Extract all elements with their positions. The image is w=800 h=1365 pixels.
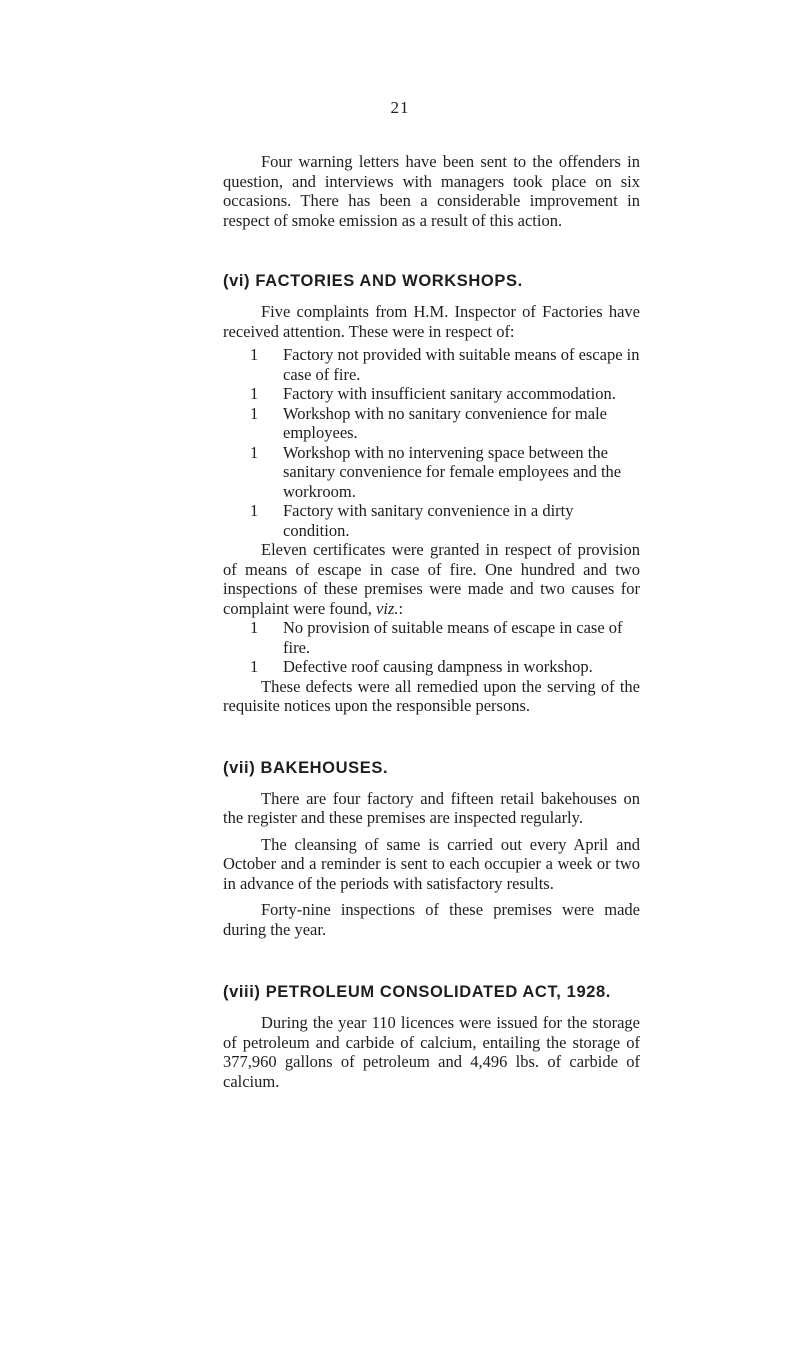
intro-paragraph: Four warning letters have been sent to the offenders in question, and interviews with managers took place on six occasions. There has been a considerable improvement in respect of smoke emission as a result of this action. bbox=[223, 152, 640, 230]
factories-heading: (vi) FACTORIES AND WORKSHOPS. bbox=[223, 272, 523, 290]
item-count: 1 bbox=[250, 384, 259, 403]
list-item bbox=[223, 384, 640, 404]
certificates-colon: : bbox=[398, 598, 404, 618]
list-item bbox=[223, 501, 640, 540]
item-count: 1 bbox=[250, 618, 259, 637]
petroleum-heading: (viii) PETROLEUM CONSOLIDATED ACT, 1928. bbox=[223, 983, 611, 1001]
list-item bbox=[223, 404, 640, 443]
item-text: Factory not provided with suitable means of escape in case of fire. bbox=[283, 345, 640, 384]
item-text: Defective roof causing dampness in workshop. bbox=[283, 657, 593, 676]
complaints-list bbox=[223, 345, 640, 540]
viz-abbreviation: viz. bbox=[376, 598, 399, 618]
item-count: 1 bbox=[250, 345, 259, 364]
list-item bbox=[223, 345, 640, 384]
petroleum-paragraph: During the year 110 licences were issued for the storage of petroleum and carbide of calcium, entailing the storage of 377,960 gallons of petroleum and 4,496 lbs. of carbide of calcium. bbox=[223, 1013, 640, 1091]
item-count: 1 bbox=[250, 657, 259, 676]
item-count: 1 bbox=[250, 442, 259, 462]
item-text: Factory with insufficient sanitary accommodation. bbox=[283, 384, 616, 403]
bakehouses-heading: (vii) BAKEHOUSES. bbox=[223, 758, 389, 777]
factories-intro: Five complaints from H.M. Inspector of Factories have received attention. These were in respect of: bbox=[223, 302, 640, 341]
certificates-paragraph bbox=[223, 540, 640, 618]
item-text: Workshop with no intervening space between the sanitary convenience for female employees and the workroom. bbox=[283, 442, 622, 501]
item-text: No provision of suitable means of escape in case of fire. bbox=[283, 618, 623, 657]
page-number: 21 bbox=[390, 98, 410, 117]
certificates-text: Eleven certificates were granted in respect of provision of means of escape in case of fire. One hundred and two inspections of these premises were made and two causes for complaint were found, bbox=[223, 540, 640, 618]
item-count: 1 bbox=[250, 403, 259, 423]
item-text: Workshop with no sanitary convenience for male employees. bbox=[283, 403, 607, 442]
bakehouses-paragraph-3: Forty-nine inspections of these premises were made during the year. bbox=[223, 900, 640, 939]
list-item bbox=[223, 618, 640, 657]
factories-closing: These defects were all remedied upon the serving of the requisite notices upon the responsible persons. bbox=[223, 676, 640, 715]
document-body bbox=[223, 152, 640, 1091]
item-count: 1 bbox=[250, 501, 259, 520]
bakehouses-paragraph-2: The cleansing of same is carried out every April and October and a reminder is sent to each occupier a week or two in advance of the periods with satisfactory results. bbox=[223, 834, 640, 893]
bakehouses-paragraph-1: There are four factory and fifteen retail bakehouses on the register and these premises are inspected regularly. bbox=[223, 788, 640, 827]
list-item bbox=[223, 657, 640, 677]
list-item bbox=[223, 443, 640, 502]
item-text: Factory with sanitary convenience in a dirty condition. bbox=[283, 501, 574, 540]
causes-list bbox=[223, 618, 640, 677]
